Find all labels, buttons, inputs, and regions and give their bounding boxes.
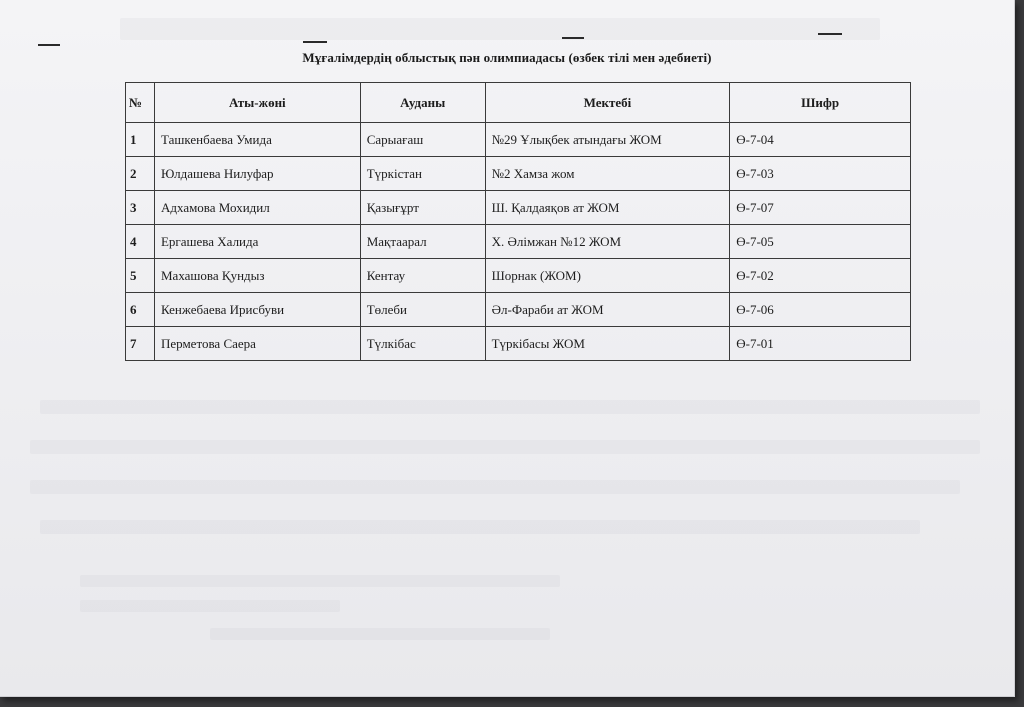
top-dash-mark: [303, 41, 327, 43]
top-dash-mark: [562, 37, 584, 39]
participant-name: Ергашева Халида: [154, 225, 360, 259]
bleed-through-mark: [120, 18, 880, 40]
participants-table: [125, 82, 911, 361]
participant-district: Сарыағаш: [360, 123, 485, 157]
header-number: №: [126, 83, 155, 123]
participant-code: Ө-7-01: [730, 327, 911, 361]
participant-name: Перметова Саера: [154, 327, 360, 361]
participant-name: Юлдашева Нилуфар: [154, 157, 360, 191]
header-district: Ауданы: [360, 83, 485, 123]
participant-name: Махашова Қундыз: [154, 259, 360, 293]
header-name: Аты-жөні: [154, 83, 360, 123]
participant-school: Х. Әлімжан №12 ЖОМ: [485, 225, 730, 259]
table-row: [126, 225, 911, 259]
header-school: Мектебі: [485, 83, 730, 123]
bleed-through-mark: [80, 600, 340, 612]
row-number: 4: [126, 225, 155, 259]
participant-name: Ташкенбаева Умида: [154, 123, 360, 157]
participant-school: №2 Хамза жом: [485, 157, 730, 191]
table-row: [126, 327, 911, 361]
participant-code: Ө-7-07: [730, 191, 911, 225]
document-title: Мұғалімдердің облыстық пән олимпиадасы (өзбек тілі мен әдебиеті): [302, 50, 712, 65]
top-dash-mark: [38, 44, 60, 46]
participant-district: Түлкібас: [360, 327, 485, 361]
top-dash-mark: [818, 33, 842, 35]
participant-code: Ө-7-04: [730, 123, 911, 157]
table-row: [126, 123, 911, 157]
participant-code: Ө-7-05: [730, 225, 911, 259]
participant-district: Түркістан: [360, 157, 485, 191]
header-code: Шифр: [730, 83, 911, 123]
bleed-through-mark: [80, 575, 560, 587]
table-header-row: [126, 83, 911, 123]
participant-school: Ш. Қалдаяқов ат ЖОМ: [485, 191, 730, 225]
participant-district: Төлеби: [360, 293, 485, 327]
participant-school: Әл-Фараби ат ЖОМ: [485, 293, 730, 327]
bleed-through-mark: [210, 628, 550, 640]
row-number: 7: [126, 327, 155, 361]
row-number: 3: [126, 191, 155, 225]
participant-name: Адхамова Мохидил: [154, 191, 360, 225]
table-row: [126, 293, 911, 327]
participant-code: Ө-7-02: [730, 259, 911, 293]
participant-district: Қазығұрт: [360, 191, 485, 225]
participant-district: Мақтаарал: [360, 225, 485, 259]
row-number: 5: [126, 259, 155, 293]
participant-school: №29 Ұлықбек атындағы ЖОМ: [485, 123, 730, 157]
participant-code: Ө-7-06: [730, 293, 911, 327]
row-number: 2: [126, 157, 155, 191]
bleed-through-mark: [30, 480, 960, 494]
participant-code: Ө-7-03: [730, 157, 911, 191]
participant-school: Түркібасы ЖОМ: [485, 327, 730, 361]
row-number: 1: [126, 123, 155, 157]
table-row: [126, 157, 911, 191]
bleed-through-mark: [30, 440, 980, 454]
row-number: 6: [126, 293, 155, 327]
table-row: [126, 259, 911, 293]
table-row: [126, 191, 911, 225]
participant-district: Кентау: [360, 259, 485, 293]
participant-name: Кенжебаева Ирисбуви: [154, 293, 360, 327]
bleed-through-mark: [40, 520, 920, 534]
bleed-through-mark: [40, 400, 980, 414]
participant-school: Шорнак (ЖОМ): [485, 259, 730, 293]
